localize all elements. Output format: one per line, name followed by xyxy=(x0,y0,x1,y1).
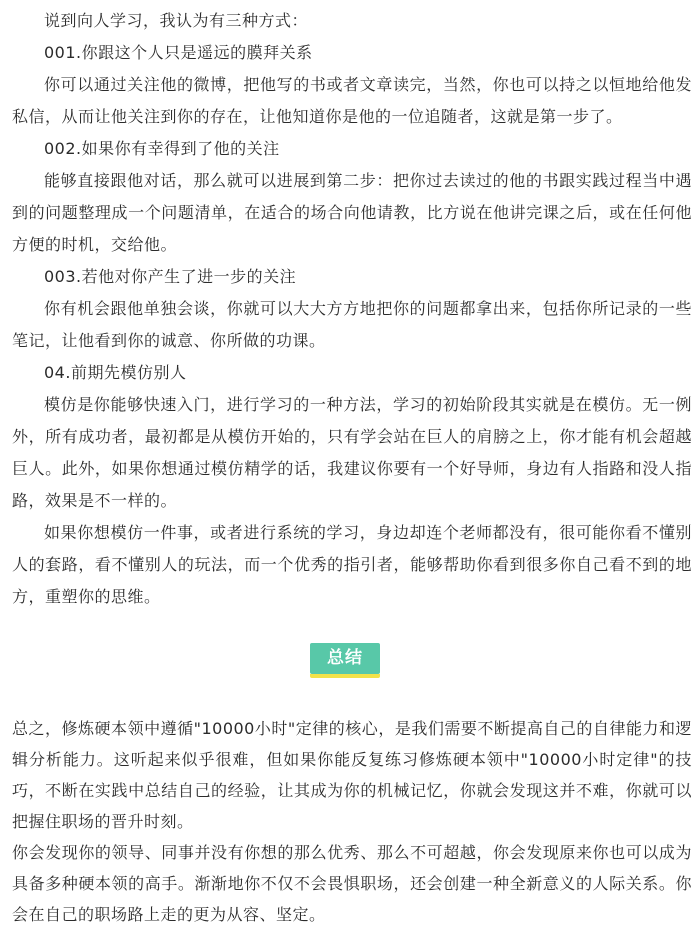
article-body-lower xyxy=(12,713,692,930)
section-paragraph-002: 能够直接跟他对话，那么就可以进展到第二步：把你过去读过的他的书跟实践过程当中遇到的问题整理成一个问题清单，在适合的场合向他请教，比方说在他讲完课之后，或在任何他方便的时机，交给他。 xyxy=(12,171,692,254)
section-heading-001: 001.你跟这个人只是遥远的膜拜关系 xyxy=(44,43,313,62)
summary-paragraph-1: 总之，修炼硬本领中遵循"10000小时"定律的核心，是我们需要不断提高自己的自律能力和逻辑分析能力。这听起来似乎很难，但如果你能反复练习修炼硬本领中"10000小时定律"的技巧，不断在实践中总结自己的经验，让其成为你的机械记忆，你就会发现这并不难，你就可以把握住职场的晋升时刻。 xyxy=(12,719,692,831)
summary-paragraph-2: 你会发现你的领导、同事并没有你想的那么优秀、那么不可超越，你会发现原来你也可以成为具备多种硬本领的高手。渐渐地你不仅不会畏惧职场，还会创建一种全新意义的人际关系。你会在自己的职场路上走的更为从容、坚定。 xyxy=(12,843,692,924)
section-paragraph-04b: 如果你想模仿一件事，或者进行系统的学习，身边却连个老师都没有，很可能你看不懂别人的套路，看不懂别人的玩法，而一个优秀的指引者，能够帮助你看到很多你自己看不到的地方，重塑你的思维。 xyxy=(12,523,692,606)
section-heading-003: 003.若他对你产生了进一步的关注 xyxy=(44,267,297,286)
article-body-upper xyxy=(12,5,692,613)
section-heading-04: 04.前期先模仿别人 xyxy=(44,363,187,382)
section-paragraph-003: 你有机会跟他单独会谈，你就可以大大方方地把你的问题都拿出来，包括你所记录的一些笔记，让他看到你的诚意、你所做的功课。 xyxy=(12,299,692,350)
intro-paragraph: 说到向人学习，我认为有三种方式： xyxy=(44,11,309,30)
section-heading-002: 002.如果你有幸得到了他的关注 xyxy=(44,139,280,158)
section-paragraph-04a: 模仿是你能够快速入门，进行学习的一种方法，学习的初始阶段其实就是在模仿。无一例外，所有成功者，最初都是从模仿开始的，只有学会站在巨人的肩膀之上，你才能有机会超越巨人。此外，如果你想通过模仿精学的话，我建议你要有一个好导师，身边有人指路和没人指路，效果是不一样的。 xyxy=(12,395,692,510)
summary-heading-badge: 总结 xyxy=(310,643,380,674)
summary-heading-row xyxy=(0,643,700,679)
section-paragraph-001: 你可以通过关注他的微博，把他写的书或者文章读完，当然，你也可以持之以恒地给他发私信，从而让他关注到你的存在，让他知道你是他的一位追随者，这就是第一步了。 xyxy=(12,75,692,126)
